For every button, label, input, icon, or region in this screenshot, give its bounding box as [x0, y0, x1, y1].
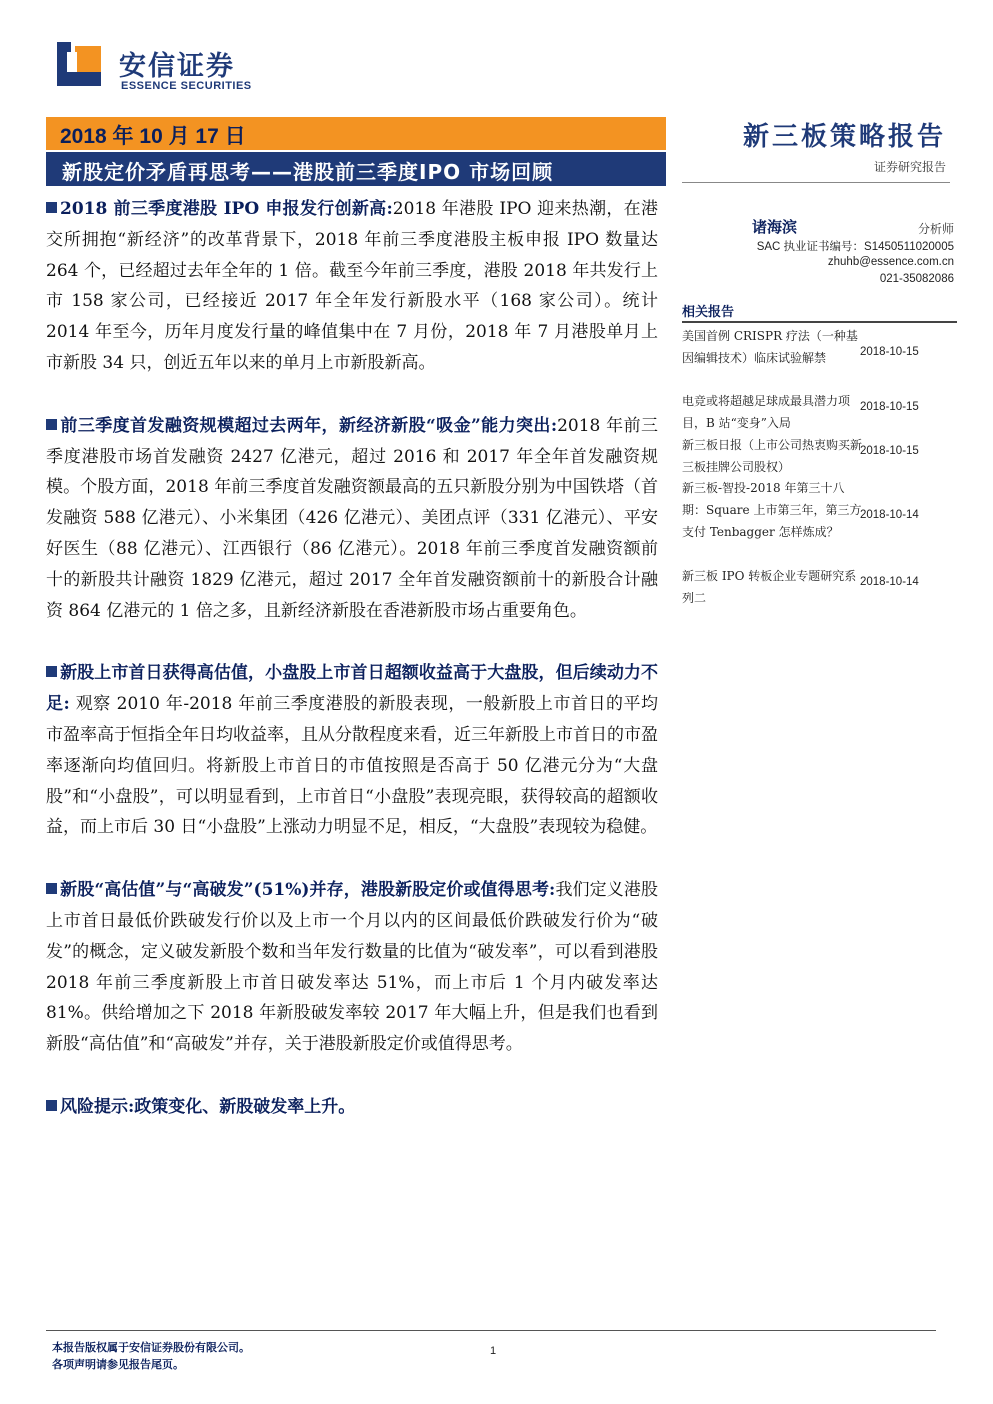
footer-copyright: 本报告版权属于安信证券股份有限公司。	[52, 1341, 250, 1354]
paragraph-text: 2018 年前三季度港股市场首发融资 2427 亿港元，超过 2016 和 2017 年全年首发融资规模。个股方面，2018 年前三季度首发融资额最高的五只新股分别为中国铁塔（首发融资 588 亿港元）、小米集团（426 亿港元）、美团点评（331 亿港元）、平安好医生（88 亿港元）、江西银行（86 亿港元）。2018 年前三季度首发融资额前十的新股共计融资 1829 亿港元，超过 2017 全年首发融资额前十的新股合计融资 864 亿港元的 1 倍之多，且新经济新股在香港新股市场占重要角色。	[46, 415, 658, 621]
logo-name-en: ESSENCE SECURITIES	[121, 80, 252, 92]
report-type: 新三板策略报告	[742, 122, 946, 152]
logo-name-cn: 安信证券	[119, 51, 235, 82]
header-divider	[682, 182, 950, 183]
related-report-date: 2018-10-15	[860, 445, 919, 457]
risk-text: 政策变化、新股破发率上升。	[134, 1096, 356, 1117]
summary-paragraph	[46, 658, 658, 843]
related-reports-divider	[682, 321, 957, 323]
bullet-square-icon	[46, 883, 57, 894]
paragraph-heading: 新股“高估值”与“高破发”(51%)并存，港股新股定价或值得思考:	[60, 880, 556, 901]
paragraph-text: 观察 2010 年-2018 年前三季度港股的新股表现，一般新股上市首日的平均市盈率高于恒指全年日均收益率，且从分散程度来看，近三年新股上市首日的市盈率逐渐向均值回归。将新股上市首日的市值按照是否高于 50 亿港元分为“大盘股”和“小盘股”，可以明显看到，上市首日“小盘股”表现亮眼，获得较高的超额收益，而上市后 30 日“小盘股”上涨动力明显不足，相反，“大盘股”表现较为稳健。	[46, 694, 658, 838]
analyst-email[interactable]: zhuhb@essence.com.cn	[827, 256, 954, 268]
analyst-role: 分析师	[917, 222, 954, 236]
paragraph-text: 我们定义港股上市首日最低价跌破发行价以及上市一个月以内的区间最低价跌破发行价为“破发”的概念，定义破发新股个数和当年发行数量的比值为“破发率”，可以看到港股 2018 年前三季度新股上市首日破发率达 51%，而上市后 1 个月内破发率达 81%。供给增加之下 2018 年新股破发率较 2017 年大幅上升，但是我们也看到新股“高估值”和“高破发”并存，关于港股新股定价或值得思考。	[46, 880, 658, 1055]
report-title: 新股定价矛盾再思考——港股前三季度IPO 市场回顾	[62, 160, 554, 184]
risk-heading: 风险提示:	[60, 1096, 135, 1117]
analyst-phone: 021-35082086	[879, 273, 954, 285]
report-subtype: 证券研究报告	[873, 160, 946, 174]
related-report-date: 2018-10-15	[860, 346, 919, 358]
paragraph-heading: 新股上市首日获得高估值，小盘股上市首日超额收益高于大盘股，但后续动力不足:	[46, 663, 658, 715]
analyst-sac-number: SAC 执业证书编号：S1450511020005	[756, 241, 954, 253]
related-report-date: 2018-10-14	[860, 509, 919, 521]
related-report-title[interactable]: 新三板 IPO 转板企业专题研究系列二	[682, 569, 857, 605]
paragraph-heading: 前三季度首发融资规模超过去两年，新经济新股“吸金”能力突出:	[60, 415, 558, 436]
risk-paragraph	[46, 1092, 658, 1123]
bullet-square-icon	[46, 202, 57, 213]
paragraph-heading: 2018 前三季度港股 IPO 申报发行创新高:	[60, 199, 393, 219]
summary-paragraph	[46, 875, 658, 1060]
report-body	[46, 194, 658, 1155]
report-date: 2018 年 10 月 17 日	[60, 125, 246, 148]
summary-paragraph	[46, 411, 658, 627]
related-report-title[interactable]: 美国首例 CRISPR 疗法（一种基因编辑技术）临床试验解禁	[682, 329, 858, 365]
related-report-title[interactable]: 新三板日报（上市公司热衷购买新三板挂牌公司股权）	[682, 438, 863, 474]
page-number: 1	[490, 1345, 497, 1357]
bullet-square-icon	[46, 666, 57, 677]
analyst-name: 诸海滨	[752, 218, 798, 236]
footer-disclaimer-note: 各项声明请参见报告尾页。	[52, 1358, 184, 1371]
related-report-title[interactable]: 新三板-智投-2018 年第三十八期：Square 上市第三年，第三方支付 Tenbagger 怎样炼成？	[682, 481, 862, 539]
footer-divider	[46, 1330, 936, 1331]
related-report-date: 2018-10-15	[860, 401, 919, 413]
essence-logo-icon	[57, 42, 101, 86]
summary-paragraph	[46, 194, 658, 379]
paragraph-text: 2018 年港股 IPO 迎来热潮，在港交所拥抱“新经济”的改革背景下，2018 年前三季度港股主板申报 IPO 数量达 264 个，已经超过去年全年的 1 倍。截至今年前三季度，港股 2018 年共发行上市 158 家公司，已经接近 2017 年全年发行新股水平（168 家公司）。统计 2014 年至今，历年月度发行量的峰值集中在 7 月份，2018 年 7 月港股单月上市新股 34 只，创近五年以来的单月上市新股新高。	[46, 199, 658, 373]
bullet-square-icon	[46, 419, 57, 430]
related-reports-title: 相关报告	[682, 305, 735, 320]
related-report-title[interactable]: 电竞或将超越足球成最具潜力项目，B 站“变身”入局	[682, 394, 851, 430]
related-report-date: 2018-10-14	[860, 576, 919, 588]
bullet-square-icon	[46, 1100, 57, 1111]
